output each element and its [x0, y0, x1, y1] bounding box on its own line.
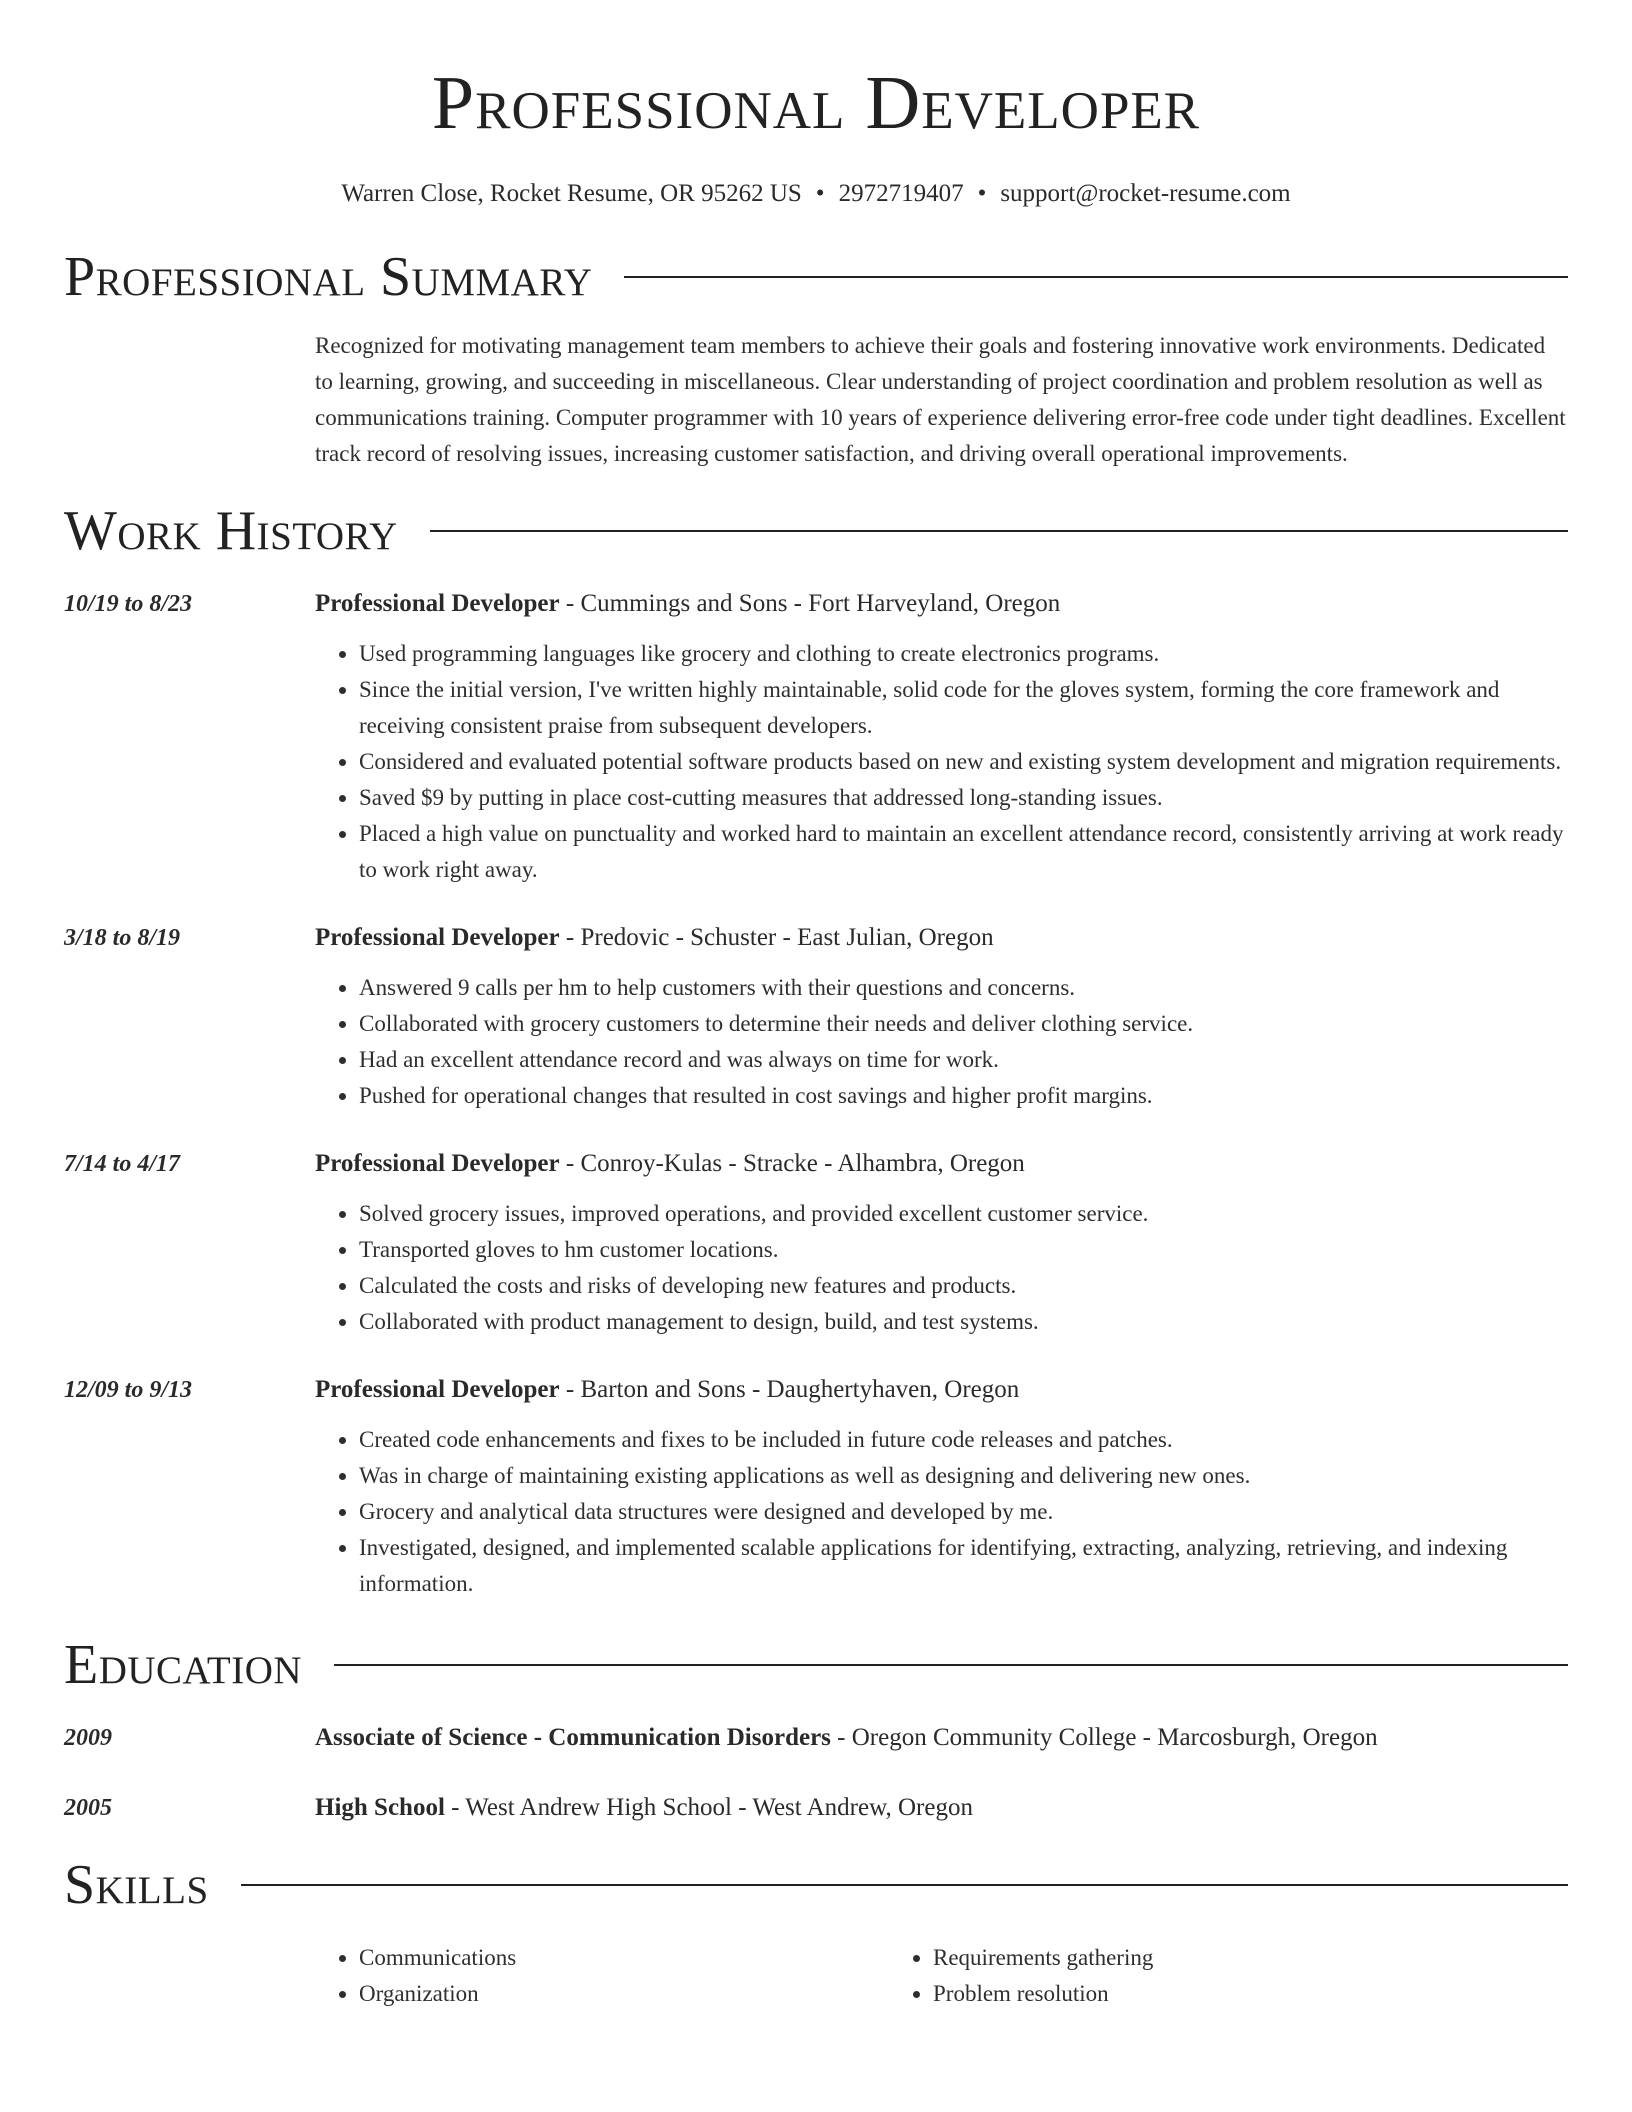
contact-separator: • [815, 180, 825, 207]
education-school: - West Andrew High School - West Andrew, Oregon [444, 1794, 973, 1821]
education-degree: Associate of Science - Communication Disorders [315, 1724, 831, 1751]
skills-section-header [64, 1852, 1568, 1918]
contact-separator: • [977, 180, 987, 207]
skills-heading: Skills [64, 1854, 209, 1916]
job-bullets [315, 1422, 1568, 1602]
list-item: • Since the initial version, I've written highly maintainable, solid code for the gloves system, forming the core framework and receiving consistent praise from subsequent developers. [359, 672, 1568, 744]
education-heading-line [315, 1720, 1568, 1756]
education-heading-line [315, 1790, 1568, 1826]
section-divider [241, 1884, 1568, 1886]
job-heading [315, 586, 1568, 622]
skill-item: • Communications [359, 1940, 889, 1976]
list-item: • Solved grocery issues, improved operations, and provided excellent customer service. [359, 1196, 1568, 1232]
job-date: 7/14 to 4/17 [64, 1151, 181, 1177]
summary-text: Recognized for motivating management team members to achieve their goals and fostering innovative work environments. Dedicated to learning, growing, and succeeding in miscellaneous. Clear understanding of project coordination and problem resolution as well as communications training. Computer programmer with 10 years of experience delivering error-free code under tight deadlines. Excellent track record of resolving issues, increasing customer satisfaction, and driving overall operational improvements. [315, 333, 1566, 466]
list-item: • Saved $9 by putting in place cost-cutting measures that addressed long-standing issues. [359, 780, 1568, 816]
education-entry [64, 1720, 1568, 1756]
education-entry [64, 1790, 1568, 1826]
contact-address: Warren Close, Rocket Resume, OR 95262 US [341, 180, 802, 207]
job-date: 10/19 to 8/23 [64, 591, 193, 617]
education-year: 2005 [64, 1795, 112, 1821]
work-section-header [64, 498, 1568, 564]
job-title: Professional Developer [315, 590, 560, 617]
list-item: • Collaborated with grocery customers to determine their needs and deliver clothing service. [359, 1006, 1568, 1042]
job-heading [315, 920, 1568, 956]
list-item: • Collaborated with product management to design, build, and test systems. [359, 1304, 1568, 1340]
list-item: • Calculated the costs and risks of developing new features and products. [359, 1268, 1568, 1304]
work-heading: Work History [64, 500, 398, 562]
contact-email: support@rocket-resume.com [1000, 180, 1291, 207]
job-heading [315, 1372, 1568, 1408]
job-heading [315, 1146, 1568, 1182]
list-item: • Transported gloves to hm customer locations. [359, 1232, 1568, 1268]
skill-item: • Organization [359, 1976, 889, 2012]
skills-column-left [315, 1940, 889, 2012]
list-item: • Answered 9 calls per hm to help customers with their questions and concerns. [359, 970, 1568, 1006]
education-heading: Education [64, 1634, 303, 1696]
list-item: • Was in charge of maintaining existing applications as well as designing and delivering new ones. [359, 1458, 1568, 1494]
summary-heading: Professional Summary [64, 246, 593, 308]
job-date: 12/09 to 9/13 [64, 1377, 193, 1403]
job-entry [64, 586, 1568, 888]
skill-item: • Problem resolution [933, 1976, 1463, 2012]
contact-phone: 2972719407 [838, 180, 964, 207]
job-bullets [315, 1196, 1568, 1340]
job-entry [64, 1372, 1568, 1602]
job-employer: - Barton and Sons - Daughertyhaven, Oregon [559, 1376, 1020, 1403]
education-degree: High School [315, 1794, 445, 1821]
list-item: • Used programming languages like grocery and clothing to create electronics programs. [359, 636, 1568, 672]
education-year: 2009 [64, 1725, 112, 1751]
list-item: • Created code enhancements and fixes to be included in future code releases and patches. [359, 1422, 1568, 1458]
list-item: • Considered and evaluated potential software products based on new and existing system development and migration requirements. [359, 744, 1568, 780]
job-bullets [315, 970, 1568, 1114]
section-divider [624, 276, 1568, 278]
section-divider [430, 530, 1568, 532]
job-entry [64, 1146, 1568, 1340]
job-employer: - Conroy-Kulas - Stracke - Alhambra, Oregon [559, 1150, 1025, 1177]
list-item: • Investigated, designed, and implemented scalable applications for identifying, extracting, analyzing, retrieving, and indexing information. [359, 1530, 1568, 1602]
job-date: 3/18 to 8/19 [64, 925, 181, 951]
skill-item: • Requirements gathering [933, 1940, 1463, 1976]
skills-column-right [889, 1940, 1463, 2012]
job-title: Professional Developer [315, 924, 560, 951]
list-item: • Pushed for operational changes that resulted in cost savings and higher profit margins. [359, 1078, 1568, 1114]
skills-list [315, 1940, 1568, 2012]
job-employer: - Predovic - Schuster - East Julian, Oregon [559, 924, 994, 951]
summary-section-header [64, 244, 1568, 310]
job-title: Professional Developer [315, 1376, 560, 1403]
contact-line [64, 178, 1568, 210]
education-school: - Oregon Community College - Marcosburgh, Oregon [830, 1724, 1378, 1751]
list-item: • Had an excellent attendance record and was always on time for work. [359, 1042, 1568, 1078]
job-entry [64, 920, 1568, 1114]
job-employer: - Cummings and Sons - Fort Harveyland, Oregon [559, 590, 1061, 617]
job-bullets [315, 636, 1568, 888]
work-history-list [64, 586, 1568, 1602]
candidate-name: Professional Developer [431, 61, 1201, 145]
list-item: • Grocery and analytical data structures were designed and developed by me. [359, 1494, 1568, 1530]
education-list [64, 1720, 1568, 1826]
list-item: • Placed a high value on punctuality and worked hard to maintain an excellent attendance record, consistently arriving at work ready to work right away. [359, 816, 1568, 888]
education-section-header [64, 1632, 1568, 1698]
section-divider [334, 1664, 1568, 1666]
job-title: Professional Developer [315, 1150, 560, 1177]
